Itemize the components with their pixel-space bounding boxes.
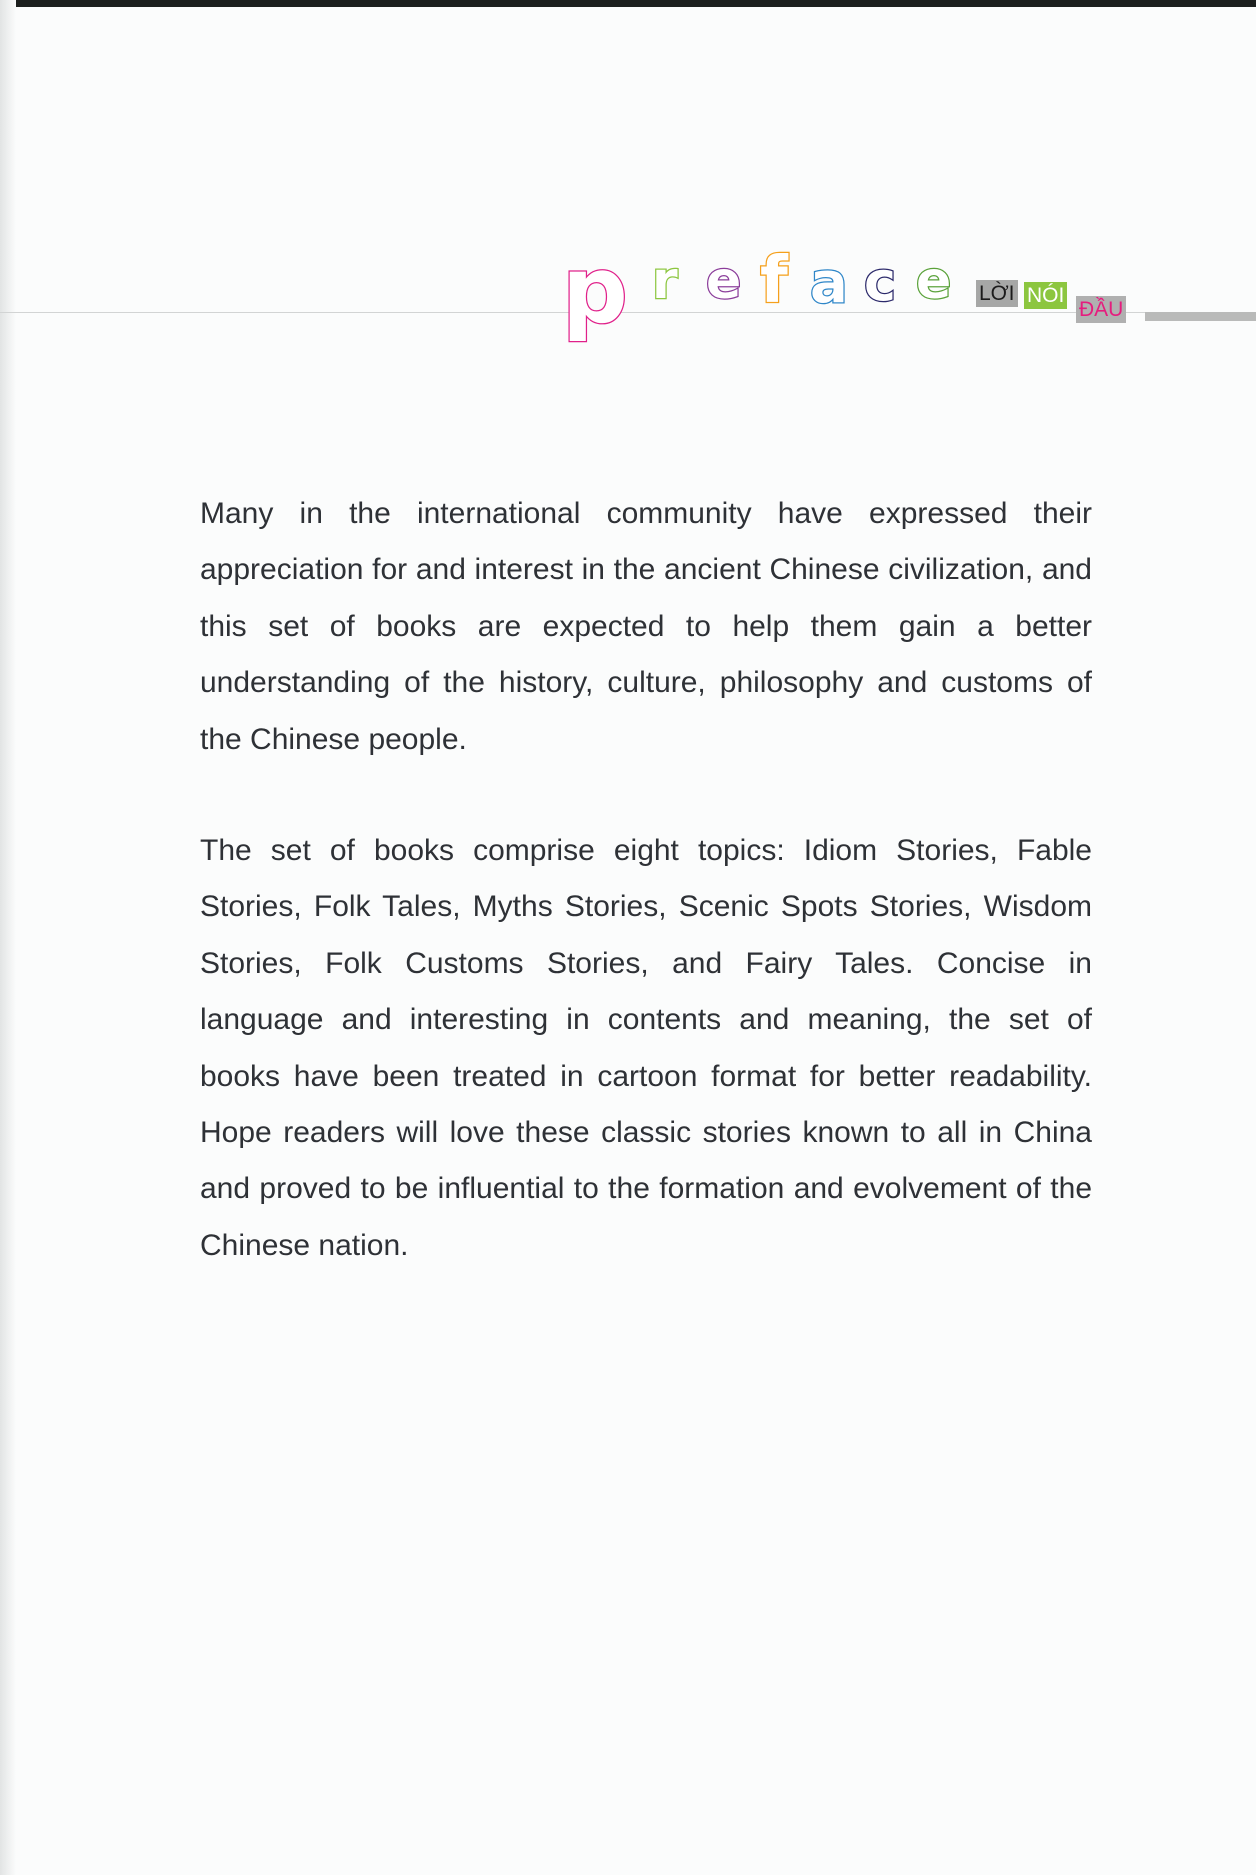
preface-letters [562, 240, 951, 344]
paragraph-intro: Many in the international community have expressed their appreciation for and interest in the ancient Chinese civilization, and this set of books are expected to help them gain a better understanding of the history, culture, philosophy and customs of the Chinese people. [200, 497, 1092, 756]
heading-letter-f: f [760, 244, 788, 318]
spine-shadow [0, 0, 16, 1875]
subtitle-word-dau: ĐẦU [1076, 296, 1126, 323]
heading-letter-a: a [810, 251, 848, 316]
preface-title-art [560, 240, 980, 350]
subtitle-word-noi: NÓI [1024, 282, 1067, 309]
heading-letter-e: e [916, 251, 952, 311]
heading-letter-c: c [864, 250, 897, 313]
header-rule-bar [1145, 312, 1256, 321]
heading-letter-r: r [652, 251, 678, 311]
heading-letter-p: p [562, 240, 628, 344]
heading-letter-e: e [706, 251, 742, 311]
subtitle-word-loi: LỜI [976, 280, 1018, 307]
paragraph-topics: The set of books comprise eight topics: Idiom Stories, Fable Stories, Folk Tales, Myths Stories, Scenic Spots Stories, Wisdom Stories, Folk Customs Stories, and Fairy Tales. Concise in language and interesting in contents and meaning, the set of books have been treated in cartoon format for better readability. Hope readers will love these classic stories known to all in China and proved to be influential to the formation and evolvement of the Chinese nation. [200, 834, 1092, 1262]
preface-heading [560, 240, 980, 350]
page-top-edge [0, 0, 1256, 7]
